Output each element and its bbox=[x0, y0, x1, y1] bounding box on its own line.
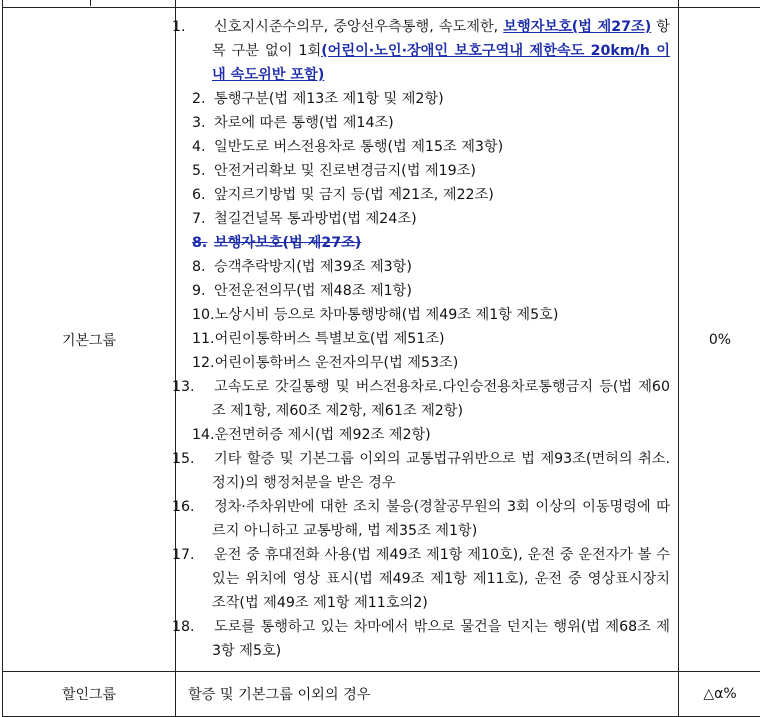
basic-group-item-list bbox=[176, 10, 678, 669]
basic-group-rate: 0% bbox=[679, 8, 760, 672]
basic-group-items-cell bbox=[176, 8, 679, 672]
item-text: 운전면허증 제시(법 제92조 제2항) bbox=[215, 427, 431, 443]
item-text: 정차·주차위반에 대한 조치 불응(경찰공무원의 3회 이상의 이동명령에 따르지 아니하고 교통방해, 법 제35조 제1항) bbox=[212, 499, 670, 539]
discount-group-rate: △α% bbox=[679, 672, 760, 717]
list-item bbox=[192, 111, 670, 135]
item-number: 8. bbox=[192, 231, 214, 255]
basic-group-row bbox=[3, 8, 760, 672]
list-item bbox=[192, 207, 670, 231]
item-text: 철길건널목 통과방법(법 제24조) bbox=[214, 211, 417, 227]
item-text: 일반도로 버스전용차로 통행(법 제15조 제3항) bbox=[214, 139, 503, 155]
list-item bbox=[192, 255, 670, 279]
table-top-row bbox=[3, 0, 760, 8]
item-text: 어린이통학버스 특별보호(법 제51조) bbox=[215, 331, 445, 347]
item-text: 앞지르기방법 및 금지 등(법 제21조, 제22조) bbox=[214, 187, 494, 203]
item-number: 3. bbox=[192, 111, 214, 135]
list-item bbox=[192, 303, 670, 327]
list-item bbox=[192, 327, 670, 351]
violation-group-table bbox=[2, 0, 760, 717]
list-item bbox=[192, 135, 670, 159]
item-number: 12. bbox=[192, 351, 215, 375]
item-text: 운전 중 휴대전화 사용(법 제49조 제1항 제10호), 운전 중 운전자가 볼 수 있는 위치에 영상 표시(법 제49조 제1항 제11호), 운전 중 영상표시장치 조작(법 제49조 제1항 제11호의2) bbox=[212, 547, 670, 611]
top-cell-2 bbox=[176, 0, 679, 8]
item-number: 14. bbox=[192, 423, 215, 447]
item-text: (어린이·노인·장애인 보호구역내 제한속도 20km/h 이내 속도위반 포함) bbox=[212, 43, 670, 83]
list-item bbox=[192, 231, 670, 255]
item-number: 17. bbox=[192, 543, 214, 567]
list-item bbox=[192, 543, 670, 615]
item-text: 기타 할증 및 기본그룹 이외의 교통법규위반으로 법 제93조(면허의 취소.정지)의 행정처분을 받은 경우 bbox=[212, 451, 670, 491]
list-item bbox=[192, 183, 670, 207]
item-text: 보행자보호(법 제27조) bbox=[503, 19, 651, 35]
item-number: 7. bbox=[192, 207, 214, 231]
item-number: 5. bbox=[192, 159, 214, 183]
item-number: 9. bbox=[192, 279, 214, 303]
item-text: 통행구분(법 제13조 제1항 및 제2항) bbox=[214, 91, 444, 107]
item-text: 신호지시준수의무, 중앙선우측통행, 속도제한, bbox=[214, 19, 503, 35]
top-cell-1 bbox=[3, 0, 176, 8]
item-text: 안전거리확보 및 진로변경금지(법 제19조) bbox=[214, 163, 476, 179]
list-item bbox=[192, 87, 670, 111]
item-number: 13. bbox=[192, 375, 214, 399]
item-number: 6. bbox=[192, 183, 214, 207]
item-number: 2. bbox=[192, 87, 214, 111]
list-item bbox=[192, 351, 670, 375]
item-text: 승객추락방지(법 제39조 제3항) bbox=[214, 259, 412, 275]
item-number: 18. bbox=[192, 615, 214, 639]
list-item bbox=[192, 423, 670, 447]
item-text: 도로를 통행하고 있는 차마에서 밖으로 물건을 던지는 행위(법 제68조 제3항 제5호) bbox=[212, 619, 670, 659]
list-item bbox=[192, 495, 670, 543]
list-item bbox=[192, 447, 670, 495]
discount-group-row bbox=[3, 672, 760, 717]
list-item bbox=[192, 15, 670, 87]
list-item bbox=[192, 279, 670, 303]
item-number: 8. bbox=[192, 255, 214, 279]
item-number: 10. bbox=[192, 303, 215, 327]
item-text: 고속도로 갓길통행 및 버스전용차로.다인승전용차로통행금지 등(법 제60조 제1항, 제60조 제2항, 제61조 제2항) bbox=[212, 379, 670, 419]
list-item bbox=[192, 159, 670, 183]
item-text: 노상시비 등으로 차마통행방해(법 제49조 제1항 제5호) bbox=[215, 307, 559, 323]
list-item bbox=[192, 375, 670, 423]
top-cell-3 bbox=[679, 0, 760, 8]
discount-group-label: 할인그룹 bbox=[3, 672, 176, 717]
item-text: 차로에 따른 통행(법 제14조) bbox=[214, 115, 394, 131]
basic-group-label: 기본그룹 bbox=[3, 8, 176, 672]
list-item bbox=[192, 615, 670, 663]
item-number: 1. bbox=[192, 15, 214, 39]
item-text: 항목 구분 없이 1회 bbox=[212, 19, 670, 59]
discount-group-description-cell bbox=[176, 672, 679, 717]
item-text: 보행자보호(법 제27조) bbox=[214, 235, 361, 251]
item-number: 11. bbox=[192, 327, 215, 351]
item-number: 4. bbox=[192, 135, 214, 159]
item-text: 어린이통학버스 운전자의무(법 제53조) bbox=[215, 355, 459, 371]
item-number: 15. bbox=[192, 447, 214, 471]
discount-group-description: 할증 및 기본그룹 이외의 경우 bbox=[176, 684, 678, 704]
item-text: 안전운전의무(법 제48조 제1항) bbox=[214, 283, 412, 299]
item-number: 16. bbox=[192, 495, 214, 519]
